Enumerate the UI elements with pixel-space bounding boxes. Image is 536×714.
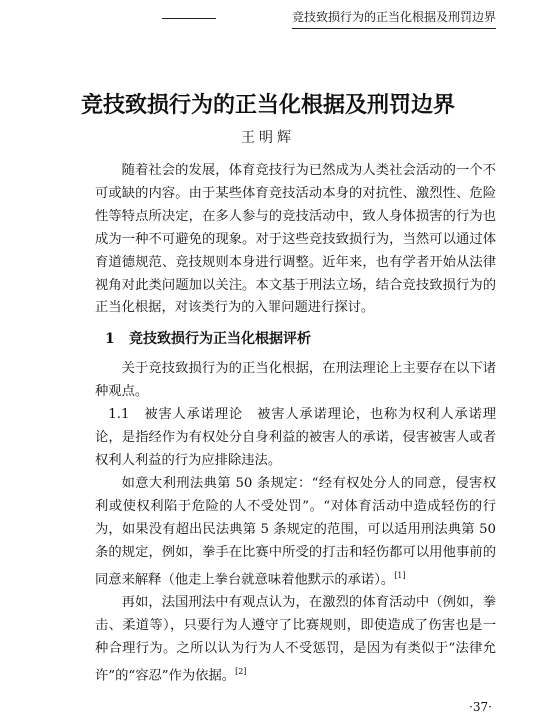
france-paragraph-text: 再如，法国刑法中有观点认为，在激烈的体育活动中（例如，拳击、柔道等），只要行为人遵守了比赛规则，即使造成了伤害也是一种合理行为。之所以认为行为人不受惩罚，是因为有类似于“法律允许”的“容忍”作为依据。 [95, 594, 496, 683]
footnote-ref-2[interactable]: [2] [235, 666, 247, 676]
running-head-title: 竞技致损行为的正当化根据及刑罚边界 [292, 8, 496, 29]
author-name: 王明辉 [241, 130, 295, 146]
page-number: ·37· [469, 700, 492, 714]
section-number: 1 [105, 331, 115, 348]
article-title: 竞技致损行为的正当化根据及刑罚边界 [80, 92, 455, 118]
italy-paragraph [95, 473, 496, 592]
header-rule [162, 18, 216, 19]
footnote-ref-1[interactable]: [1] [394, 570, 406, 580]
views-paragraph: 关于竞技致损行为的正当化根据，在刑法理论上主要存在以下诸种观点。 [95, 361, 496, 400]
intro-paragraph: 随着社会的发展，体育竞技行为已然成为人类社会活动的一个不可或缺的内容。由于某些体育竞技活动本身的对抗性、激烈性、危险性等特点所决定，在多人参与的竞技活动中，致人身体损害的行为也成为一种不可避免的现象。对于这些竞技致损行为，当然可以通过体育道德规范、竞技规则本身进行调整。近年来，也有学者开始从法律视角对此类问题加以关注。本文基于刑法立场，结合竞技致损行为的正当化根据，对该类行为的入罪问题进行探讨。 [95, 163, 496, 316]
section-heading [95, 327, 496, 351]
section-heading-text: 竞技致损行为正当化根据评析 [129, 331, 311, 348]
running-head [0, 4, 536, 26]
article-body [95, 160, 496, 688]
clause-1-1-paragraph: 1.1 被害人承诺理论 被害人承诺理论，也称为权利人承诺理论，是指经作为有权处分自身利益的被害人的承诺，侵害被害人或者权利人利益的行为应排除违法。 [95, 407, 496, 468]
italy-paragraph-text: 如意大利刑法典第 50 条规定：“经有权处分人的同意，侵害权利或使权利陷于危险的人不受处罚”。“对体育活动中造成轻伤的行为，如果没有超出民法典第 5 条规定的范围，可以适用刑法典第 50 条的规定，例如，拳手在比赛中所受的打击和轻伤都可以用他事前的同意来解释（他走上拳台就意味着他默示的承诺）。 [95, 475, 496, 587]
france-paragraph [95, 592, 496, 688]
